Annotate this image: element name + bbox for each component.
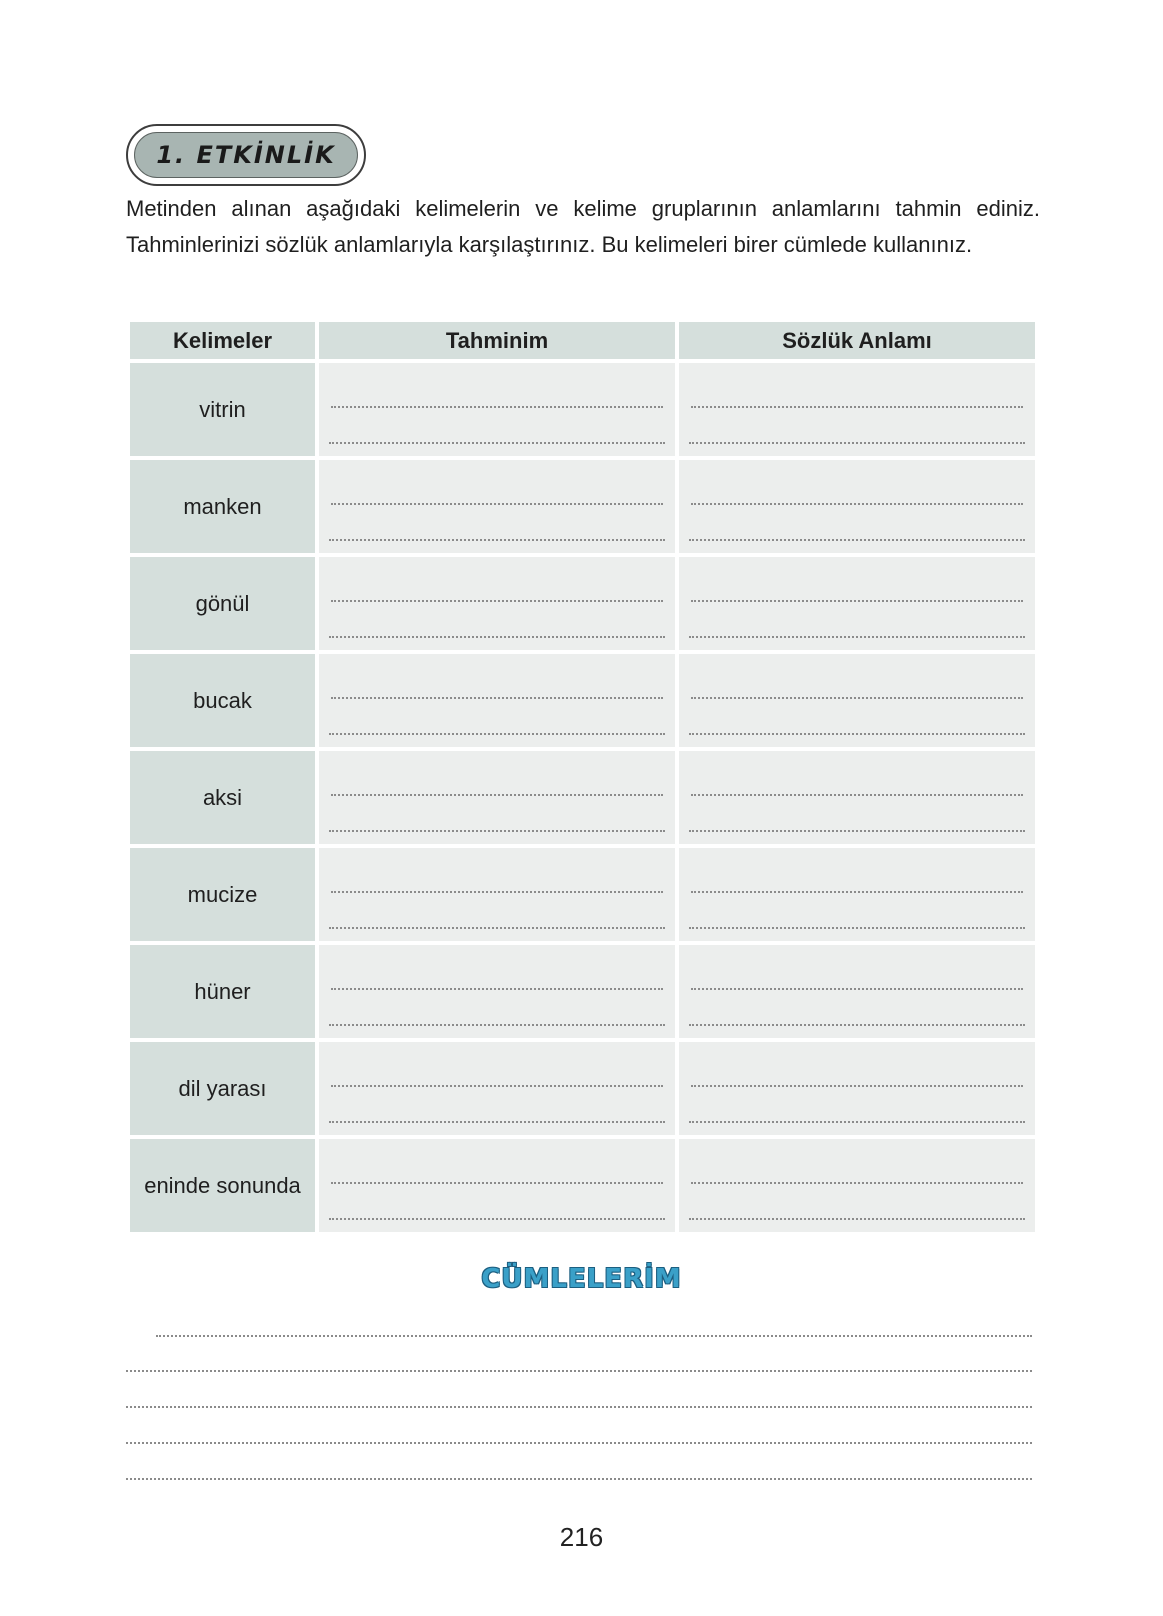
guess-field[interactable] xyxy=(319,460,675,553)
word-cell: vitrin xyxy=(130,363,315,456)
dictionary-field[interactable] xyxy=(679,654,1035,747)
guess-field[interactable] xyxy=(319,848,675,941)
dictionary-field[interactable] xyxy=(679,1042,1035,1135)
activity-badge xyxy=(126,124,366,186)
dictionary-field[interactable] xyxy=(679,848,1035,941)
dictionary-field[interactable] xyxy=(679,945,1035,1038)
word-cell: gönül xyxy=(130,557,315,650)
activity-title: 1. ETKİNLİK xyxy=(156,141,336,169)
sentences-title: CÜMLELERİM xyxy=(481,1264,682,1294)
word-cell: hüner xyxy=(130,945,315,1038)
header-guess: Tahminim xyxy=(319,322,675,359)
dictionary-field[interactable] xyxy=(679,363,1035,456)
word-cell: bucak xyxy=(130,654,315,747)
activity-badge-inner xyxy=(134,132,358,178)
guess-field[interactable] xyxy=(319,1139,675,1232)
sentence-line[interactable] xyxy=(126,1442,1032,1444)
word-cell: mucize xyxy=(130,848,315,941)
vocabulary-table xyxy=(130,322,1035,1236)
dictionary-field[interactable] xyxy=(679,1139,1035,1232)
word-cell: aksi xyxy=(130,751,315,844)
sentence-line[interactable] xyxy=(126,1370,1032,1372)
page-number: 216 xyxy=(559,1522,604,1552)
dictionary-field[interactable] xyxy=(679,751,1035,844)
word-cell: dil yarası xyxy=(130,1042,315,1135)
dictionary-field[interactable] xyxy=(679,460,1035,553)
instructions-text: Metinden alınan aşağıdaki kelimelerin ve kelime gruplarının anlamlarını tahmin ediniz. Tahminlerinizi sözlük anlamlarıyla karşılaştırınız. Bu kelimeleri birer cümlede kullanınız. xyxy=(126,196,1040,257)
guess-field[interactable] xyxy=(319,654,675,747)
sentence-line[interactable] xyxy=(156,1335,1032,1337)
guess-field[interactable] xyxy=(319,557,675,650)
guess-field[interactable] xyxy=(319,1042,675,1135)
header-dictionary: Sözlük Anlamı xyxy=(679,322,1035,359)
guess-field[interactable] xyxy=(319,363,675,456)
dictionary-field[interactable] xyxy=(679,557,1035,650)
sentence-line[interactable] xyxy=(126,1478,1032,1480)
guess-field[interactable] xyxy=(319,945,675,1038)
word-cell: manken xyxy=(130,460,315,553)
word-cell: eninde sonunda xyxy=(130,1139,315,1232)
header-words: Kelimeler xyxy=(130,322,315,359)
sentence-line[interactable] xyxy=(126,1406,1032,1408)
guess-field[interactable] xyxy=(319,751,675,844)
